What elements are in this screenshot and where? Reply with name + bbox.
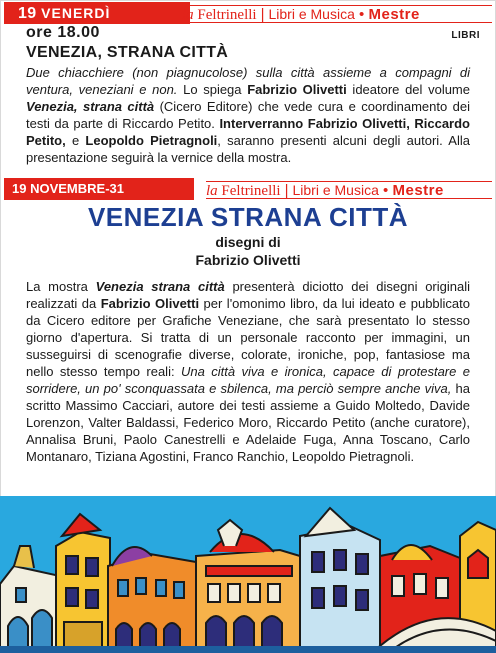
event1-header-bar — [4, 2, 492, 24]
brand-bullet: • — [359, 6, 365, 23]
event1-description — [26, 64, 470, 166]
event1-intro: Due chiacchiere (non piagnucolose) sulla città assieme a compagni di ventura, veneziani e non. — [26, 65, 470, 97]
brand-shop: Libri e Musica — [268, 6, 355, 22]
brand-city: Mestre — [368, 6, 420, 23]
venice-skyline-illustration — [0, 496, 496, 653]
event1-text-part: (Cicero Editore) che vede cura e coordinamento dei testi da parte di Riccardo Petito. — [26, 99, 471, 131]
event1-name-pietragnoli: Leopoldo Pietragnoli — [85, 133, 218, 148]
event1-weekday: VENERDÌ — [41, 5, 111, 21]
event1-date — [4, 2, 190, 24]
canal-water — [0, 646, 496, 653]
event1-brand: la Feltrinelli | Libri e Musica • Mestre — [182, 5, 492, 23]
event1-text-part: ideatore del volume — [346, 82, 470, 97]
event2-description — [26, 278, 470, 465]
event2-title: VENEZIA STRANA CITTÀ — [87, 202, 409, 232]
brand-name: Feltrinelli — [221, 183, 281, 199]
event1-text-part: , saranno presenti alcuni degli autori. Alla presentazione seguirà la vernice della mostra. — [26, 133, 470, 165]
event2-artist: Fabrizio Olivetti — [195, 252, 301, 268]
event1-category: LIBRI — [451, 30, 480, 41]
event2-date-range: 19 NOVEMBRE-31 DICEMBRE — [4, 178, 194, 200]
building-orange — [108, 547, 196, 653]
event2-book-title: Venezia strana città — [95, 279, 225, 294]
event2-text-part: ha scritto Massimo Cacciari, autore dei testi assieme a Guido Moltedo, Davide Lorenzon, Valter Baldassi, Federico Moro, Riccardo Petito (anche curatore), Annalisa Bruni, Paolo Canestrelli e Adelaide Fuga, Anna Toscano, Carlo Montanaro, Tiziana Agostini, Franco Ranchio, Leopoldo Pietragnoli. — [26, 381, 471, 464]
event1-time: ore 18.00 — [26, 24, 100, 41]
brand-la: la — [206, 183, 218, 199]
event1-text-part: Lo spiega — [177, 82, 248, 97]
event1-title: VENEZIA, STRANA CITTÀ — [26, 44, 229, 61]
brand-shop: Libri e Musica — [292, 182, 379, 198]
brand-name: Feltrinelli — [197, 7, 257, 23]
event2-text-part: per l'omonimo libro, da lui ideato e pubblicato da Cicero editore per Grafiche Veneziane, che sarà presentato lo stesso giorno d'apertura. Si tratta di un personale racconto per immagini, un susseguirsi di scenografie diverse, colorate, ironiche, pop, fantasiose ma nello stesso tempo reali: — [26, 296, 471, 379]
event1-text-part: e — [65, 133, 86, 148]
event2-text-part: presenterà diciotto dei disegni originali realizzati da — [26, 279, 470, 311]
brand-city: Mestre — [392, 182, 444, 199]
brand-bullet: • — [383, 182, 389, 199]
event1-name-olivetti: Fabrizio Olivetti — [247, 82, 347, 97]
brand-la: la — [182, 7, 194, 23]
event2-text-part: La mostra — [26, 279, 96, 294]
event2-subtitle: disegni di — [215, 234, 281, 250]
event1-date-number: 19 — [18, 5, 37, 22]
event1-book-title: Venezia, strana città — [26, 99, 155, 114]
event2-author: Fabrizio Olivetti — [100, 296, 200, 311]
event1-speakers: Interverranno Fabrizio Olivetti, Riccardo Petito, — [26, 116, 470, 148]
event2-quote: Una città viva e ironica, capace di protestare e sorridere, un po' sconquassata e sbilenca, ma perciò sempre anche viva, — [26, 364, 470, 396]
event2-brand: la Feltrinelli | Libri e Musica • Mestre — [206, 181, 492, 199]
